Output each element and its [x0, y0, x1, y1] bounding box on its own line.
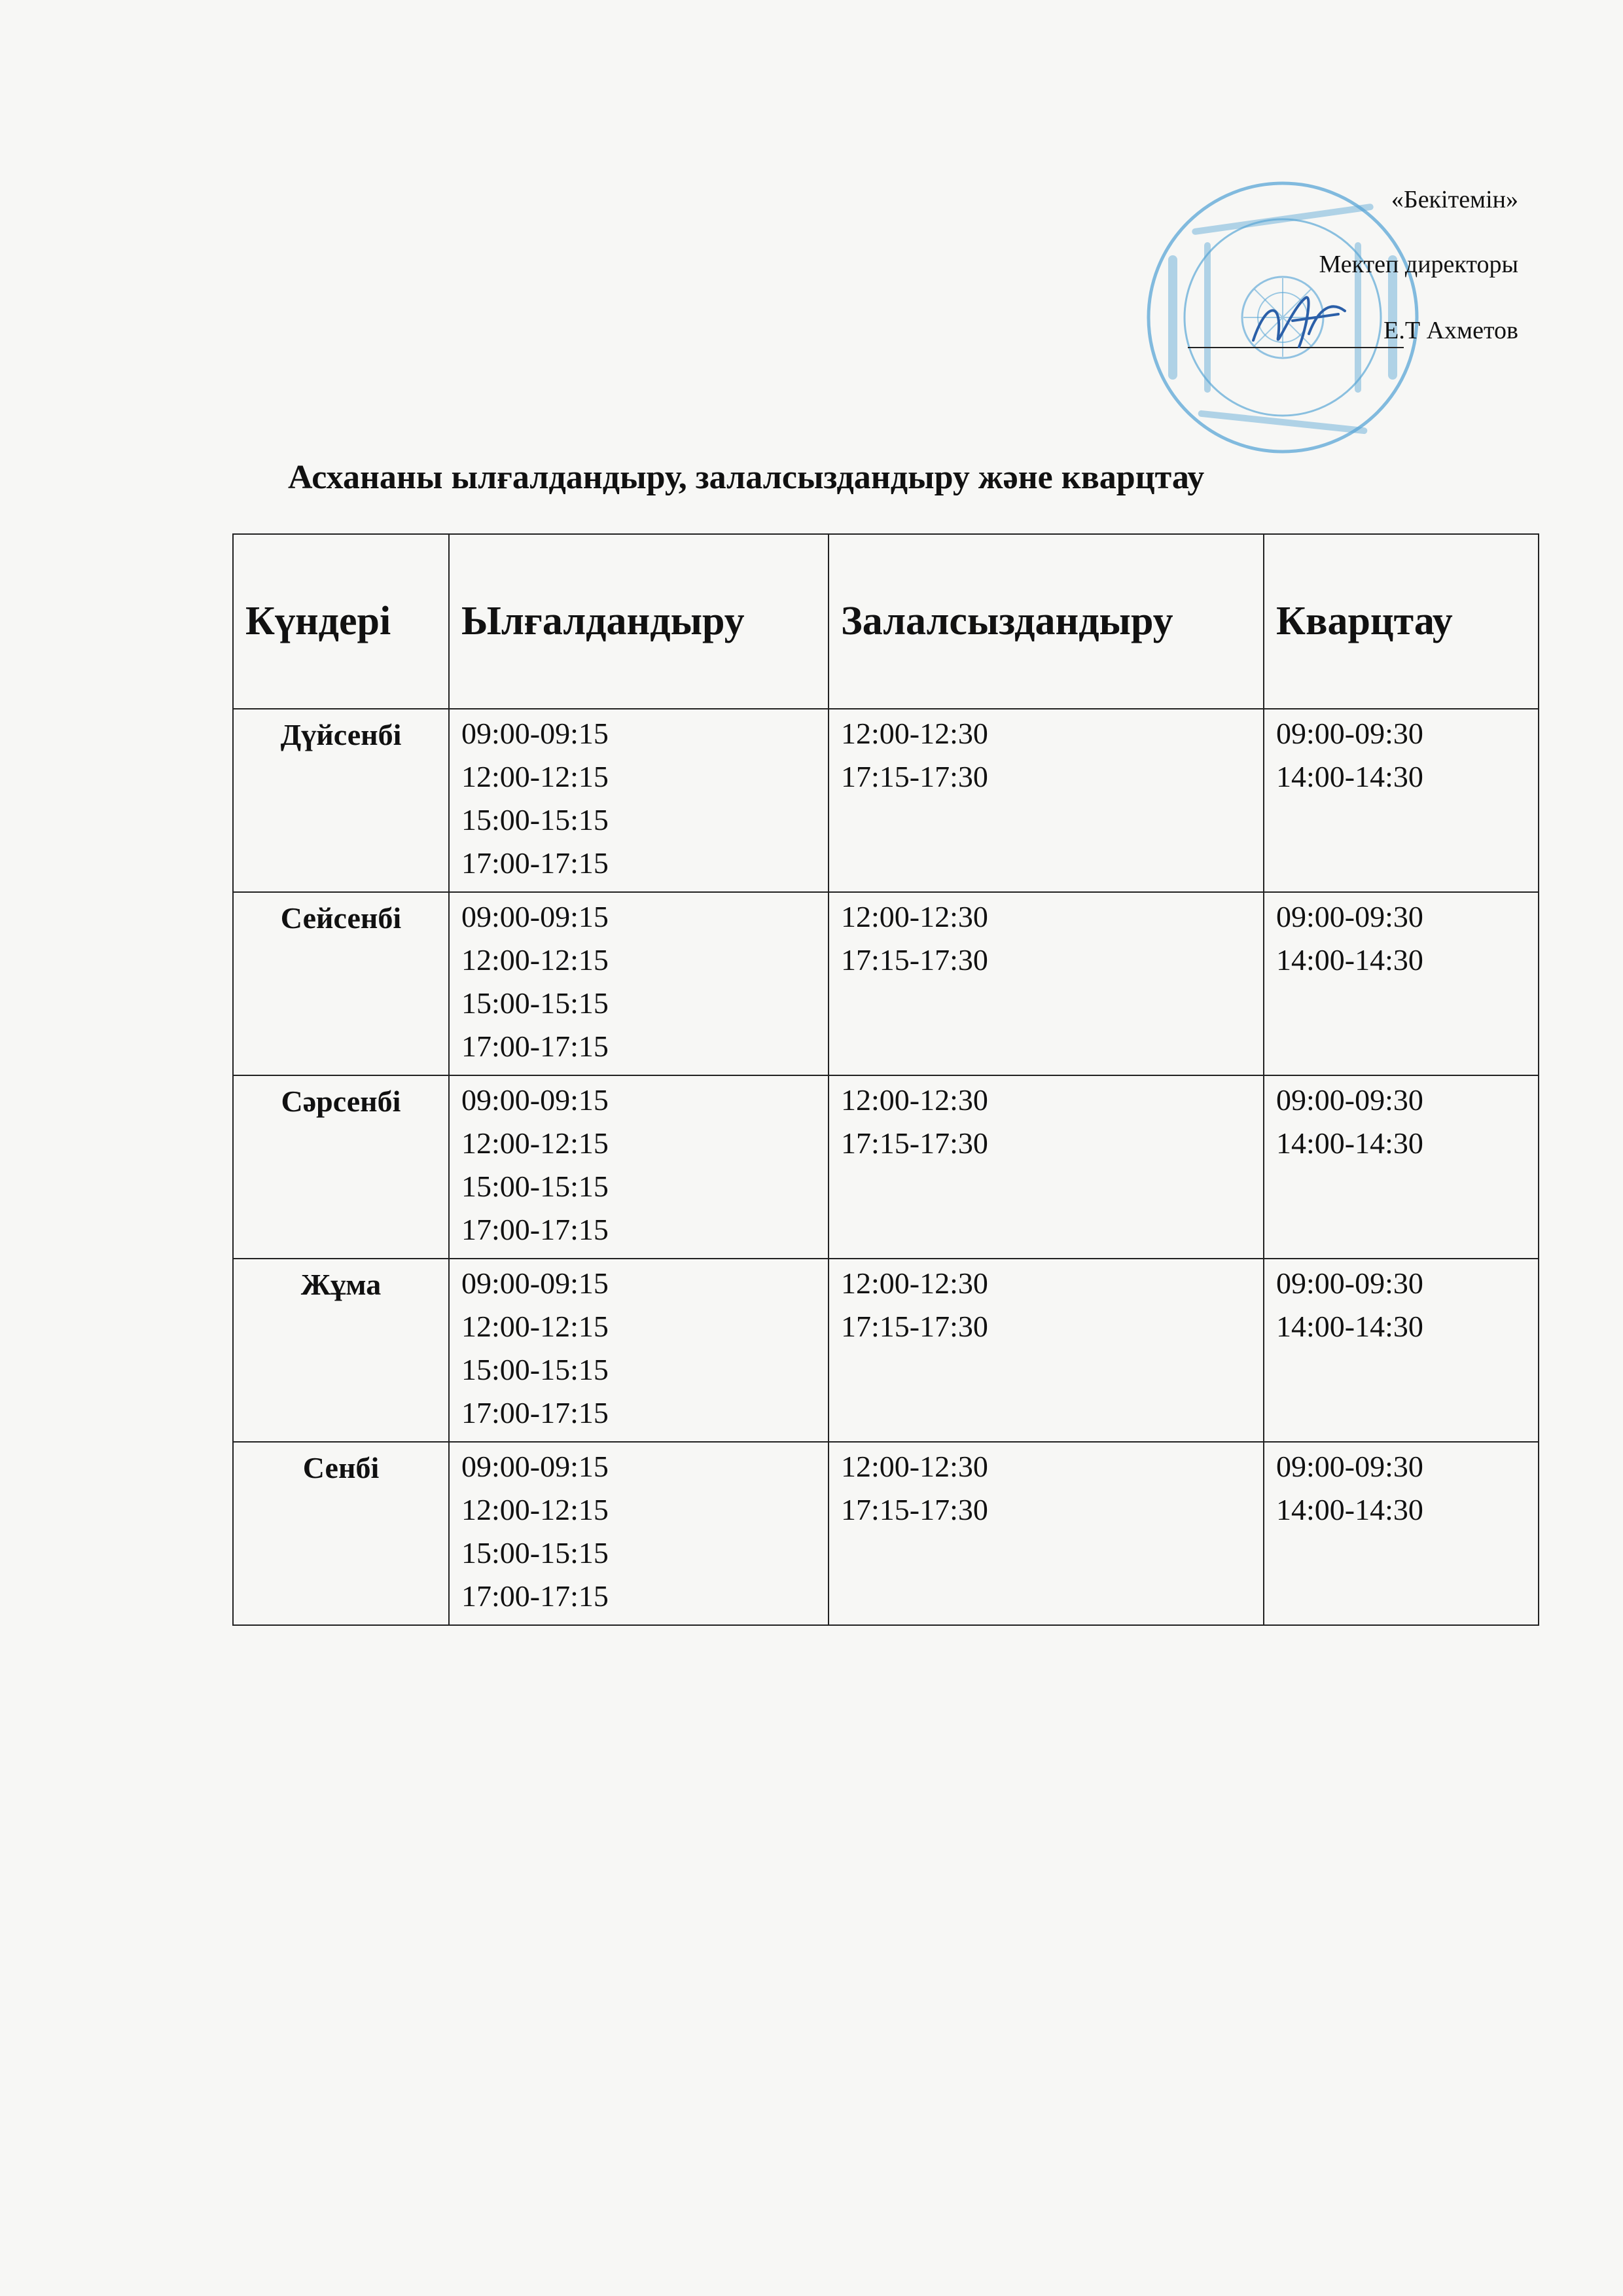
header-days: Күндері [233, 534, 449, 709]
time-slot: 12:00-12:30 [841, 1266, 988, 1300]
time-slot: 14:00-14:30 [1276, 760, 1423, 793]
approval-label: «Бекітемін» [1391, 186, 1518, 213]
humidification-cell [449, 709, 829, 892]
director-position: Мектеп директоры [1319, 251, 1518, 278]
table-row [233, 709, 1539, 892]
humidification-cell [449, 1442, 829, 1625]
director-signature [1247, 288, 1351, 360]
time-slot: 09:00-09:30 [1276, 1266, 1423, 1300]
header-disinfection: Залалсыздандыру [829, 534, 1264, 709]
disinfection-cell [829, 709, 1264, 892]
time-slot: 15:00-15:15 [461, 986, 609, 1020]
disinfection-cell [829, 892, 1264, 1075]
quartz-cell [1264, 709, 1539, 892]
day-cell: Сенбі [233, 1442, 449, 1625]
time-slot: 12:00-12:15 [461, 1493, 609, 1526]
time-slot: 17:15-17:30 [841, 943, 988, 977]
time-slot: 15:00-15:15 [461, 1536, 609, 1570]
quartz-cell [1264, 1075, 1539, 1259]
header-humidification: Ылғалдандыру [449, 534, 829, 709]
time-slot: 14:00-14:30 [1276, 943, 1423, 977]
time-slot: 17:00-17:15 [461, 1030, 609, 1063]
time-slot: 09:00-09:30 [1276, 1450, 1423, 1483]
time-slot: 14:00-14:30 [1276, 1493, 1423, 1526]
time-slot: 17:15-17:30 [841, 1493, 988, 1526]
time-slot: 09:00-09:30 [1276, 717, 1423, 750]
disinfection-cell [829, 1075, 1264, 1259]
table-row [233, 1075, 1539, 1259]
time-slot: 17:00-17:15 [461, 846, 609, 880]
time-slot: 12:00-12:30 [841, 1450, 988, 1483]
time-slot: 14:00-14:30 [1276, 1310, 1423, 1343]
quartz-cell [1264, 892, 1539, 1075]
time-slot: 17:00-17:15 [461, 1579, 609, 1613]
time-slot: 09:00-09:15 [461, 900, 609, 933]
quartz-cell [1264, 1259, 1539, 1442]
humidification-cell [449, 1075, 829, 1259]
time-slot: 14:00-14:30 [1276, 1126, 1423, 1160]
time-slot: 17:00-17:15 [461, 1396, 609, 1429]
page-title: Асхананы ылғалдандыру, залалсыздандыру және кварцтау [288, 459, 1205, 496]
time-slot: 09:00-09:15 [461, 1083, 609, 1117]
time-slot: 17:15-17:30 [841, 760, 988, 793]
time-slot: 17:15-17:30 [841, 1126, 988, 1160]
table-row [233, 892, 1539, 1075]
day-cell: Жұма [233, 1259, 449, 1442]
time-slot: 15:00-15:15 [461, 803, 609, 836]
time-slot: 12:00-12:30 [841, 1083, 988, 1117]
table-header-row [233, 534, 1539, 709]
table-row [233, 1442, 1539, 1625]
day-cell: Дүйсенбі [233, 709, 449, 892]
director-name: Е.Т Ахметов [1383, 317, 1518, 344]
time-slot: 15:00-15:15 [461, 1353, 609, 1386]
time-slot: 12:00-12:15 [461, 760, 609, 793]
time-slot: 12:00-12:15 [461, 1310, 609, 1343]
time-slot: 12:00-12:30 [841, 900, 988, 933]
time-slot: 09:00-09:15 [461, 1450, 609, 1483]
disinfection-cell [829, 1442, 1264, 1625]
schedule-table [232, 533, 1539, 1626]
day-cell: Сейсенбі [233, 892, 449, 1075]
time-slot: 09:00-09:15 [461, 717, 609, 750]
disinfection-cell [829, 1259, 1264, 1442]
day-cell: Сәрсенбі [233, 1075, 449, 1259]
time-slot: 09:00-09:30 [1276, 1083, 1423, 1117]
time-slot: 09:00-09:30 [1276, 900, 1423, 933]
time-slot: 12:00-12:30 [841, 717, 988, 750]
humidification-cell [449, 892, 829, 1075]
time-slot: 17:15-17:30 [841, 1310, 988, 1343]
time-slot: 17:00-17:15 [461, 1213, 609, 1246]
humidification-cell [449, 1259, 829, 1442]
time-slot: 09:00-09:15 [461, 1266, 609, 1300]
quartz-cell [1264, 1442, 1539, 1625]
time-slot: 12:00-12:15 [461, 1126, 609, 1160]
header-quartz: Кварцтау [1264, 534, 1539, 709]
time-slot: 12:00-12:15 [461, 943, 609, 977]
time-slot: 15:00-15:15 [461, 1170, 609, 1203]
table-row [233, 1259, 1539, 1442]
